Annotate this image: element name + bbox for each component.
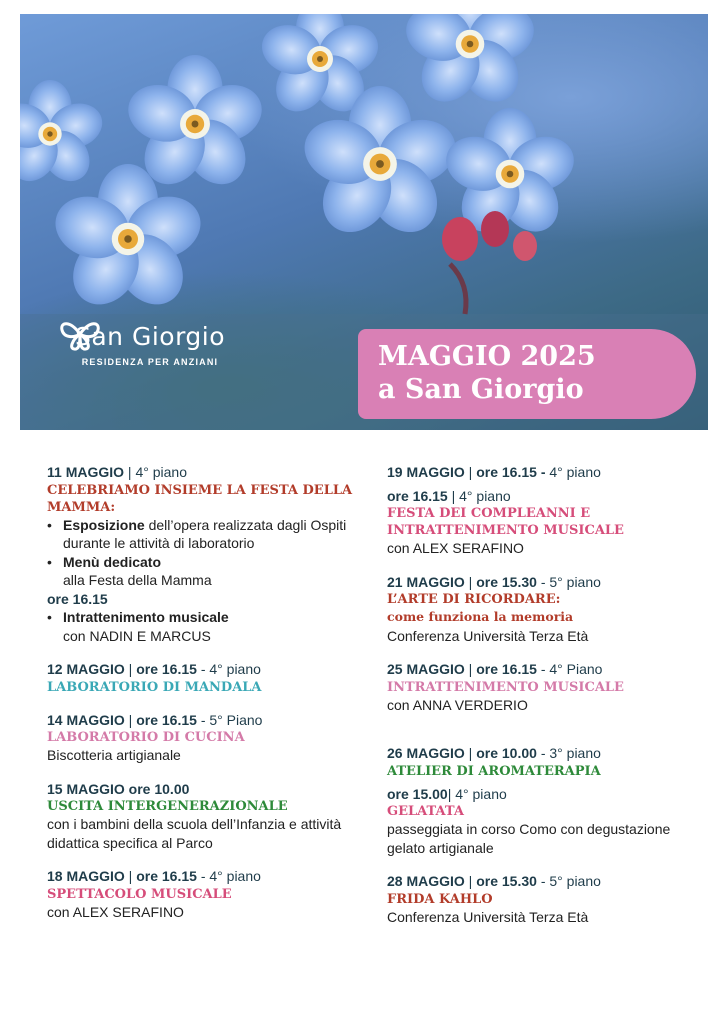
- event-floor: 4° piano: [545, 464, 601, 480]
- event-floor: | 4° piano: [447, 487, 511, 504]
- event-bullet: [47, 516, 367, 553]
- separator: |: [124, 661, 137, 677]
- logo-name: San Giorgio: [74, 322, 226, 351]
- event-14-maggio: [47, 711, 367, 765]
- bullet-bold: Esposizione: [63, 516, 145, 533]
- event-time: ore 16.15: [47, 590, 108, 607]
- event-11-maggio: [47, 463, 367, 645]
- event-title: L’ARTE DI RICORDARE:: [387, 592, 561, 607]
- events-column-left: [47, 463, 367, 936]
- event-25-maggio: [387, 660, 687, 714]
- event-date: 11 MAGGIO: [47, 464, 125, 480]
- event-18-maggio: [47, 867, 367, 921]
- banner-line-1: MAGGIO 2025: [378, 341, 596, 372]
- butterfly-logo-icon: [60, 316, 100, 352]
- event-floor: - 5° piano: [536, 873, 601, 889]
- event-desc: Conferenza Università Terza Età: [387, 908, 589, 925]
- event-time: ore 15.30: [476, 573, 537, 590]
- event-time: ore 16.15 -: [476, 464, 546, 480]
- event-date: 12 MAGGIO: [47, 661, 125, 677]
- event-time: ore 16.15: [136, 868, 197, 884]
- event-info: | 4° piano: [124, 464, 187, 480]
- event-time: ore 15.00: [387, 785, 448, 802]
- event-28-maggio: [387, 872, 687, 926]
- event-title: INTRATTENIMENTO MUSICALE: [387, 679, 624, 695]
- separator: |: [124, 711, 137, 728]
- event-date: 15 MAGGIO ore 10.00: [47, 780, 190, 797]
- event-date: 19 MAGGIO: [387, 464, 465, 480]
- event-bullet: [47, 608, 367, 645]
- bullet-text: dell’opera realizzata dagli Ospiti durante le attività di laboratorio: [63, 516, 347, 551]
- event-12-maggio: [47, 660, 367, 696]
- bullet-bold: Menù dedicato: [63, 553, 162, 570]
- separator: |: [464, 464, 477, 480]
- event-desc: con ALEX SERAFINO: [387, 540, 524, 556]
- event-title: SPETTACOLO MUSICALE: [47, 886, 232, 902]
- event-date: 14 MAGGIO: [47, 711, 125, 728]
- event-title: FRIDA KAHLO: [387, 891, 493, 907]
- logo: [60, 316, 240, 367]
- logo-subtitle: RESIDENZA PER ANZIANI: [81, 357, 219, 367]
- event-time: ore 16.15: [476, 661, 537, 677]
- event-floor: - 4° piano: [196, 868, 261, 884]
- event-subtitle: come funziona la memoria: [387, 609, 574, 624]
- bullet-text: con NADIN E MARCUS: [63, 627, 211, 644]
- event-date: 25 MAGGIO: [387, 661, 465, 677]
- event-floor: - 5° piano: [536, 573, 601, 590]
- event-title: LABORATORIO DI MANDALA: [47, 679, 262, 695]
- separator: |: [464, 573, 477, 590]
- event-time: ore 16.15: [387, 487, 448, 504]
- event-26-maggio: [387, 744, 687, 857]
- separator: |: [464, 873, 477, 889]
- event-bullet: [47, 553, 367, 590]
- separator: |: [124, 868, 137, 884]
- event-floor: - 3° piano: [536, 745, 601, 761]
- event-15-maggio: [47, 780, 367, 853]
- banner-line-2: a San Giorgio: [378, 374, 584, 405]
- event-desc: Biscotteria artigianale: [47, 747, 181, 763]
- event-desc: con i bambini della scuola dell’Infanzia e attività didattica specifica al Parco: [47, 816, 342, 851]
- event-time: ore 10.00: [476, 745, 537, 761]
- event-title: LABORATORIO DI CUCINA: [47, 730, 245, 745]
- event-floor: - 4° piano: [196, 661, 261, 677]
- bullet-text: alla Festa della Mamma: [63, 572, 212, 588]
- event-desc: con ALEX SERAFINO: [47, 903, 184, 920]
- event-title: ATELIER DI AROMATERAPIA: [387, 763, 601, 779]
- events-column-right: [387, 463, 687, 941]
- title-banner: [358, 329, 696, 419]
- event-desc: con ANNA VERDERIO: [387, 696, 528, 713]
- event-floor: - 5° Piano: [196, 711, 263, 728]
- event-title: USCITA INTERGENERAZIONALE: [47, 799, 288, 814]
- event-floor: - 4° Piano: [536, 661, 603, 677]
- event-date: 26 MAGGIO: [387, 745, 465, 761]
- hero-image: [20, 14, 708, 430]
- event-date: 18 MAGGIO: [47, 868, 125, 884]
- event-date: 28 MAGGIO: [387, 873, 465, 889]
- event-time: ore 15.30: [476, 873, 537, 889]
- event-21-maggio: [387, 573, 687, 646]
- event-time: ore 16.15: [136, 711, 197, 728]
- event-date: 21 MAGGIO: [387, 573, 465, 590]
- separator: |: [464, 661, 477, 677]
- event-time: ore 16.15: [136, 661, 197, 677]
- event-desc: Conferenza Università Terza Età: [387, 627, 589, 644]
- event-title: GELATATA: [387, 804, 464, 819]
- event-title: FESTA DEI COMPLEANNI E INTRATTENIMENTO MUSICALE: [387, 506, 624, 538]
- event-19-maggio: [387, 463, 687, 558]
- separator: |: [464, 745, 477, 761]
- event-title: CELEBRIAMO INSIEME LA FESTA DELLA MAMMA:: [47, 482, 353, 515]
- event-desc: passeggiata in corso Como con degustazione gelato artigianale: [387, 821, 671, 856]
- bullet-bold: Intrattenimento musicale: [63, 609, 229, 625]
- event-floor: | 4° piano: [447, 785, 507, 802]
